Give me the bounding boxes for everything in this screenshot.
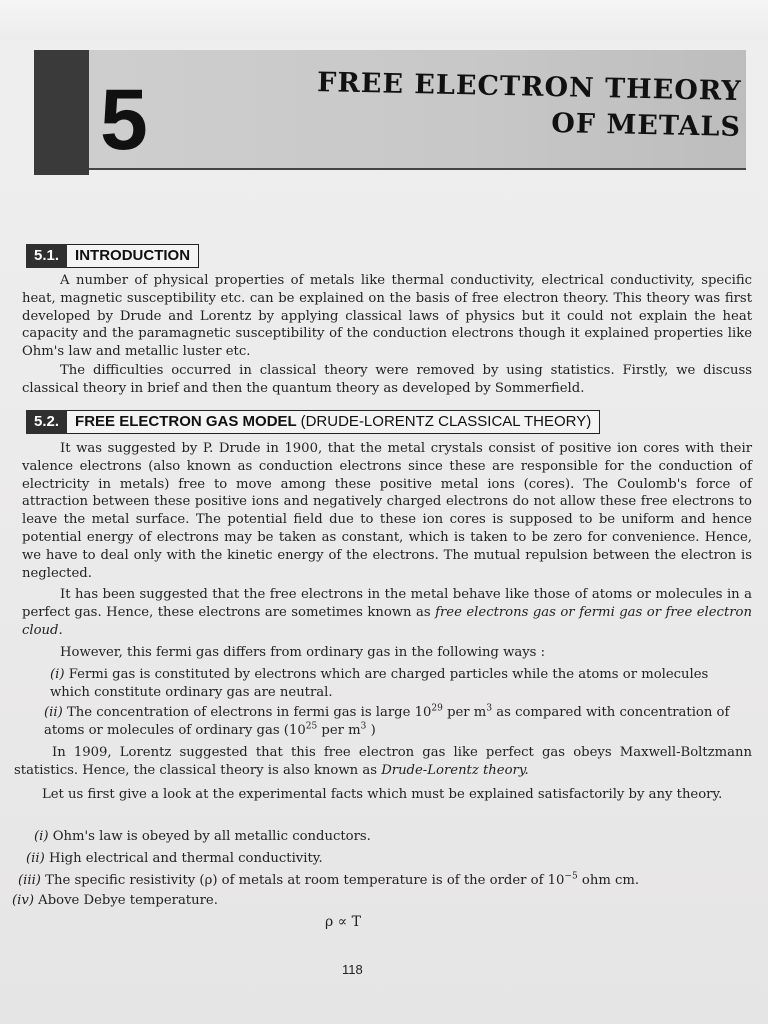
fact-item-1: [34, 828, 734, 846]
list-text-b: per m: [447, 705, 487, 720]
chapter-title-line1: FREE ELECTRON THEORY: [316, 67, 742, 107]
section-number: 5.1.: [26, 244, 67, 268]
section-title: INTRODUCTION: [67, 244, 199, 268]
list-label: (i): [34, 829, 49, 844]
superscript: −5: [564, 871, 578, 882]
difference-item-2: [44, 704, 750, 740]
section-title-subtitle: (DRUDE-LORENTZ CLASSICAL THEORY): [300, 413, 592, 430]
lorentz-paragraph: [14, 744, 752, 780]
fermi-gas-text: It has been suggested that the free electrons in the metal behave like those of atoms or molecules in a perfect gas. Hence, these electrons are sometimes known as: [22, 587, 752, 620]
experimental-facts-intro: Let us first give a look at the experimental facts which must be explained satisfactorily by any theory.: [42, 787, 723, 802]
superscript: 29: [431, 703, 443, 714]
list-label: (iii): [18, 873, 41, 888]
list-text-c: as compared with concentration of atoms or molecules of ordinary gas (10: [44, 705, 730, 738]
list-text: Ohm's law is obeyed by all metallic conductors.: [52, 829, 371, 844]
page-top-edge: [0, 0, 768, 40]
list-label: (ii): [26, 851, 45, 866]
chapter-number: 5: [100, 72, 148, 168]
difference-item-1: [50, 666, 750, 702]
superscript: 3: [360, 721, 367, 732]
chapter-side-bar: [34, 50, 89, 175]
fermi-gas-paragraph: [22, 586, 752, 639]
section-5-1-heading: [26, 244, 199, 268]
section-5-2-heading: [26, 410, 600, 434]
list-text-a: The concentration of electrons in fermi gas is large 10: [66, 705, 432, 720]
section-title-main: FREE ELECTRON GAS MODEL: [75, 413, 297, 430]
resistivity-formula: ρ ∝ T: [325, 914, 361, 930]
section-title: [67, 410, 600, 434]
chapter-title: [271, 64, 742, 146]
list-text: Fermi gas is constituted by electrons which are charged particles while the atoms or molecules which constitute ordinary gas are neutral.: [50, 667, 709, 700]
fermi-gas-italic: free electrons gas or fermi gas or free electron cloud.: [22, 604, 752, 638]
list-text: The specific resistivity (ρ) of metals at room temperature is of the order of 10: [45, 873, 565, 888]
page-number: 118: [342, 962, 363, 977]
list-label: (i): [50, 667, 65, 682]
intro-paragraph-1: A number of physical properties of metals like thermal conductivity, electrical conductivity, specific heat, magnetic susceptibility etc. can be explained on the basis of free electron theory. This theory was first developed by Drude and Lorentz by applying classical laws of physics but it could not explain the heat capacity and the paramagnetic susceptibility of the conduction electrons though it explained properties like Ohm's law and metallic luster etc.: [22, 273, 752, 360]
drude-paragraph: It was suggested by P. Drude in 1900, that the metal crystals consist of positive ion cores with their valence electrons (also known as conduction electrons since these are responsible for the conduction of electricity in metals) free to move among these positive metal ions (cores). The Coulomb's force of attraction between these positive ions and negatively charged electrons do not allow these free electrons to leave the metal surface. The potential field due to these ion cores is supposed to be uniform and hence potential energy of electrons may be taken as constant, which is taken to be zero for convenience. Hence, we have to deal only with the kinetic energy of the electrons. The mutual repulsion between the electron is neglected.: [22, 441, 752, 581]
list-text-tail: ohm cm.: [581, 873, 640, 888]
fact-item-2: [26, 850, 726, 868]
list-text: High electrical and thermal conductivity.: [48, 851, 323, 866]
list-label: (iv): [12, 893, 34, 908]
lorentz-italic: Drude-Lorentz theory.: [381, 762, 529, 778]
intro-paragraph-2: The difficulties occurred in classical theory were removed by using statistics. Firstly, we discuss classical theory in brief and then the quantum theory as developed by Sommerfield.: [22, 363, 752, 396]
list-label: (ii): [44, 705, 63, 720]
fact-item-3: [18, 872, 748, 890]
differences-intro: However, this fermi gas differs from ordinary gas in the following ways :: [60, 645, 546, 660]
list-text: Above Debye temperature.: [38, 893, 218, 908]
list-text-d: per m: [321, 722, 361, 738]
chapter-title-line2: OF METALS: [550, 108, 742, 143]
fact-item-4: [12, 892, 712, 910]
section-number: 5.2.: [26, 410, 67, 434]
list-text-e: ): [370, 722, 376, 738]
superscript: 3: [486, 703, 493, 714]
lorentz-text: In 1909, Lorentz suggested that this free electron gas like perfect gas obeys Maxwell-Boltzmann statistics. Hence, the classical theory is also known as: [14, 745, 752, 778]
superscript: 25: [305, 721, 318, 732]
